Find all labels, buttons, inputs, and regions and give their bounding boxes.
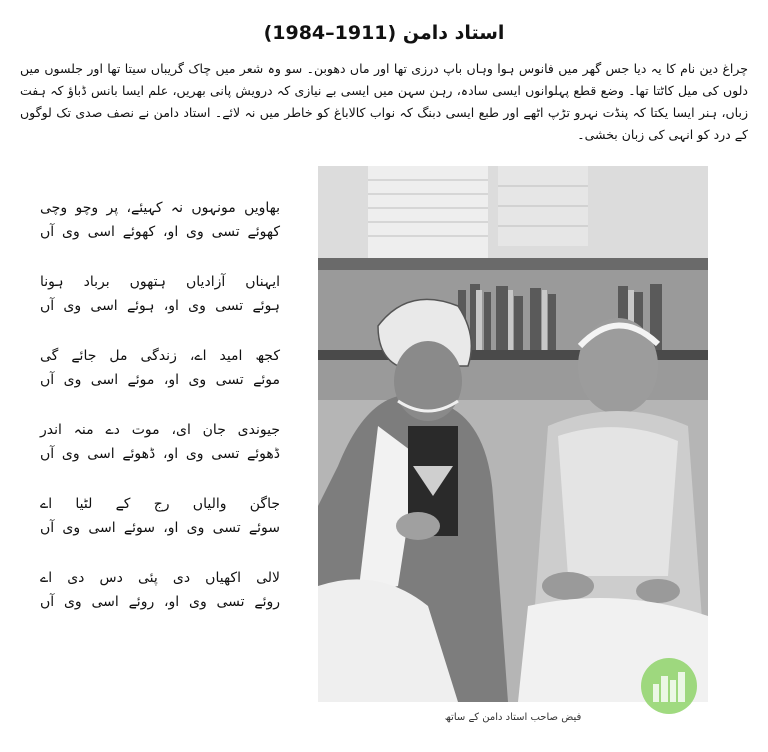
poem-line: لالی اکھیاں دی پئی دس دی اے: [40, 570, 280, 586]
poem-stanza: [40, 270, 280, 318]
poem-stanza: [40, 344, 280, 392]
portrait-photo: [318, 166, 708, 702]
poem-line: موئے تسی وی او، موئے اسی وی آں: [40, 372, 280, 388]
poem-stanza: [40, 418, 280, 466]
poem-line: جیوندی جان ای، موت دے منہ اندر: [40, 422, 280, 438]
poet-name: استاد دامن: [402, 22, 505, 44]
poem-line: سوئے تسی وی او، سوئے اسی وی آں: [40, 520, 280, 536]
poet-years: (1911–1984): [263, 22, 397, 44]
poem-line: کجھ امید اے، زندگی مل جائے گی: [40, 348, 280, 364]
poem-stanza: [40, 196, 280, 244]
city-skyline-logo-icon: [641, 658, 697, 714]
poem-stanza: [40, 566, 280, 614]
poem-line: ہوئے تسی وی او، ہوئے اسی وی آں: [40, 298, 280, 314]
poem-line: جاگن والیاں رج کے لٹیا اے: [40, 496, 280, 512]
poem-line: ایہناں آزادیاں ہتھوں برباد ہونا: [40, 274, 280, 290]
intro-paragraph: چراغ دین نام کا یہ دیا جس گھر میں فانوس ہوا وہاں باپ درزی تھا اور ماں دھوبن۔ سو وہ شعر میں چاک گریباں سیتا تھا اور جلسوں میں دلوں کی میل کاٹتا تھا۔ وضع قطع پہلوانوں ایسی سادہ، رہن سہن میں ایسی بے نیازی کہ درویش پانی بھریں، علم ایسا بانس ڈباؤ کہ ہفت زباں، ہنر ایسا یکتا کہ پنڈت نہرو تڑپ اٹھے اور طبع ایسی دبنگ کہ نواب کالاباغ کو خاطر میں نہ لائے۔ استاد دامن نے نصف صدی تک لوگوں کے درد کو انہی کی زبان بخشی۔: [20, 61, 748, 142]
poem-line: کھوئے تسی وی او، کھوئے اسی وی آں: [40, 224, 280, 240]
poem-line: بھاویں مونہوں نہ کہیئے، پر وچو وچی: [40, 200, 280, 216]
poem-line: روئے تسی وی او، روئے اسی وی آں: [40, 594, 280, 610]
portrait-illustration: [318, 166, 708, 702]
photo-caption: فیض صاحب استاد دامن کے ساتھ: [444, 712, 582, 723]
poem-stanza: [40, 492, 280, 540]
poem: [40, 196, 280, 640]
page-title: [0, 22, 768, 44]
poem-line: ڈھوئے تسی وی او، ڈھوئے اسی وی آں: [40, 446, 280, 462]
